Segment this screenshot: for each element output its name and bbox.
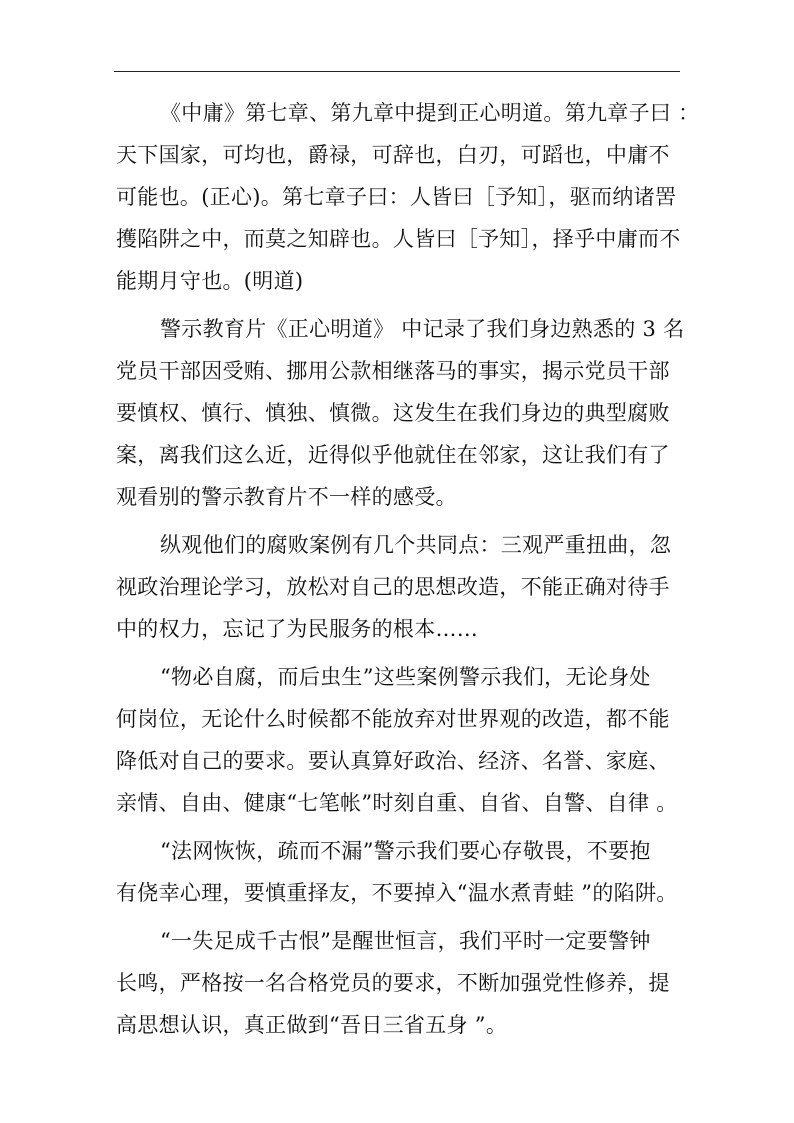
paragraph-line: 擭陷阱之中，而莫之知辟也。人皆曰［予知］，择乎中庸而不 (116, 227, 681, 251)
paragraph-line: 《中庸》第七章、第九章中提到正心明道。第九章子曰 ： (160, 101, 700, 125)
paragraph-line: 天下国家，可均也，爵禄，可辞也，白刃，可蹈也，中庸不 (116, 143, 670, 167)
paragraph-line: 党员干部因受贿、挪用公款相继落马的事实，揭示党员干部 (116, 359, 670, 383)
paragraph-line: 警示教育片《正心明道》 中记录了我们身边熟悉的 3 名 (160, 317, 685, 341)
paragraph-line: 要慎权、慎行、慎独、慎微。这发生在我们身边的典型腐败 (116, 401, 670, 425)
paragraph-line: 中的权力，忘记了为民服务的根本…… (116, 617, 479, 641)
paragraph-line: 亲情、自由、健康“七笔帐”时刻自重、自省、自警、自律 。 (116, 791, 678, 815)
header-rule (114, 71, 680, 72)
paragraph-line: 高思想认识，真正做到“吾日三省五身 ”。 (116, 1013, 508, 1037)
paragraph-line: 有侥幸心理，要慎重择友，不要掉入“温水煮青蛙 ”的陷阱。 (116, 881, 678, 905)
paragraph-common-points (116, 524, 676, 650)
paragraph-line: 何岗位，无论什么时候都不能放弃对世界观的改造，都不能 (116, 707, 670, 731)
paragraph-decay-quote (116, 656, 676, 824)
paragraph-law-net-quote (116, 830, 676, 914)
paragraph-line: 能期月守也。(明道) (116, 269, 304, 293)
paragraph-line: 视政治理论学习，放松对自己的思想改造，不能正确对待手 (116, 575, 670, 599)
paragraph-misstep-quote (116, 920, 676, 1046)
paragraph-line: 观看别的警示教育片不一样的感受。 (116, 485, 457, 509)
paragraph-line: 长鸣，严格按一名合格党员的要求，不断加强党性修养，提 (116, 971, 670, 995)
paragraph-film (116, 308, 685, 518)
paragraph-line: 纵观他们的腐败案例有几个共同点：三观严重扭曲，忽 (160, 533, 672, 557)
paragraph-line: “一失足成千古恨”是醒世恒言，我们平时一定要警钟 (160, 929, 651, 953)
paragraph-line: “法网恢恢，疏而不漏”警示我们要心存敬畏，不要抱 (160, 839, 651, 863)
paragraph-line: 降低对自己的要求。要认真算好政治、经济、名誉、家庭、 (116, 749, 670, 773)
paragraph-zhongyong (116, 92, 700, 302)
paragraph-line: “物必自腐，而后虫生”这些案例警示我们，无论身处 (160, 665, 651, 689)
document-body (116, 92, 700, 1046)
paragraph-line: 可能也。(正心)。第七章子曰：人皆曰［予知］，驱而纳诸罟 (116, 185, 677, 209)
paragraph-line: 案，离我们这么近，近得似乎他就住在邻家，这让我们有了 (116, 443, 670, 467)
